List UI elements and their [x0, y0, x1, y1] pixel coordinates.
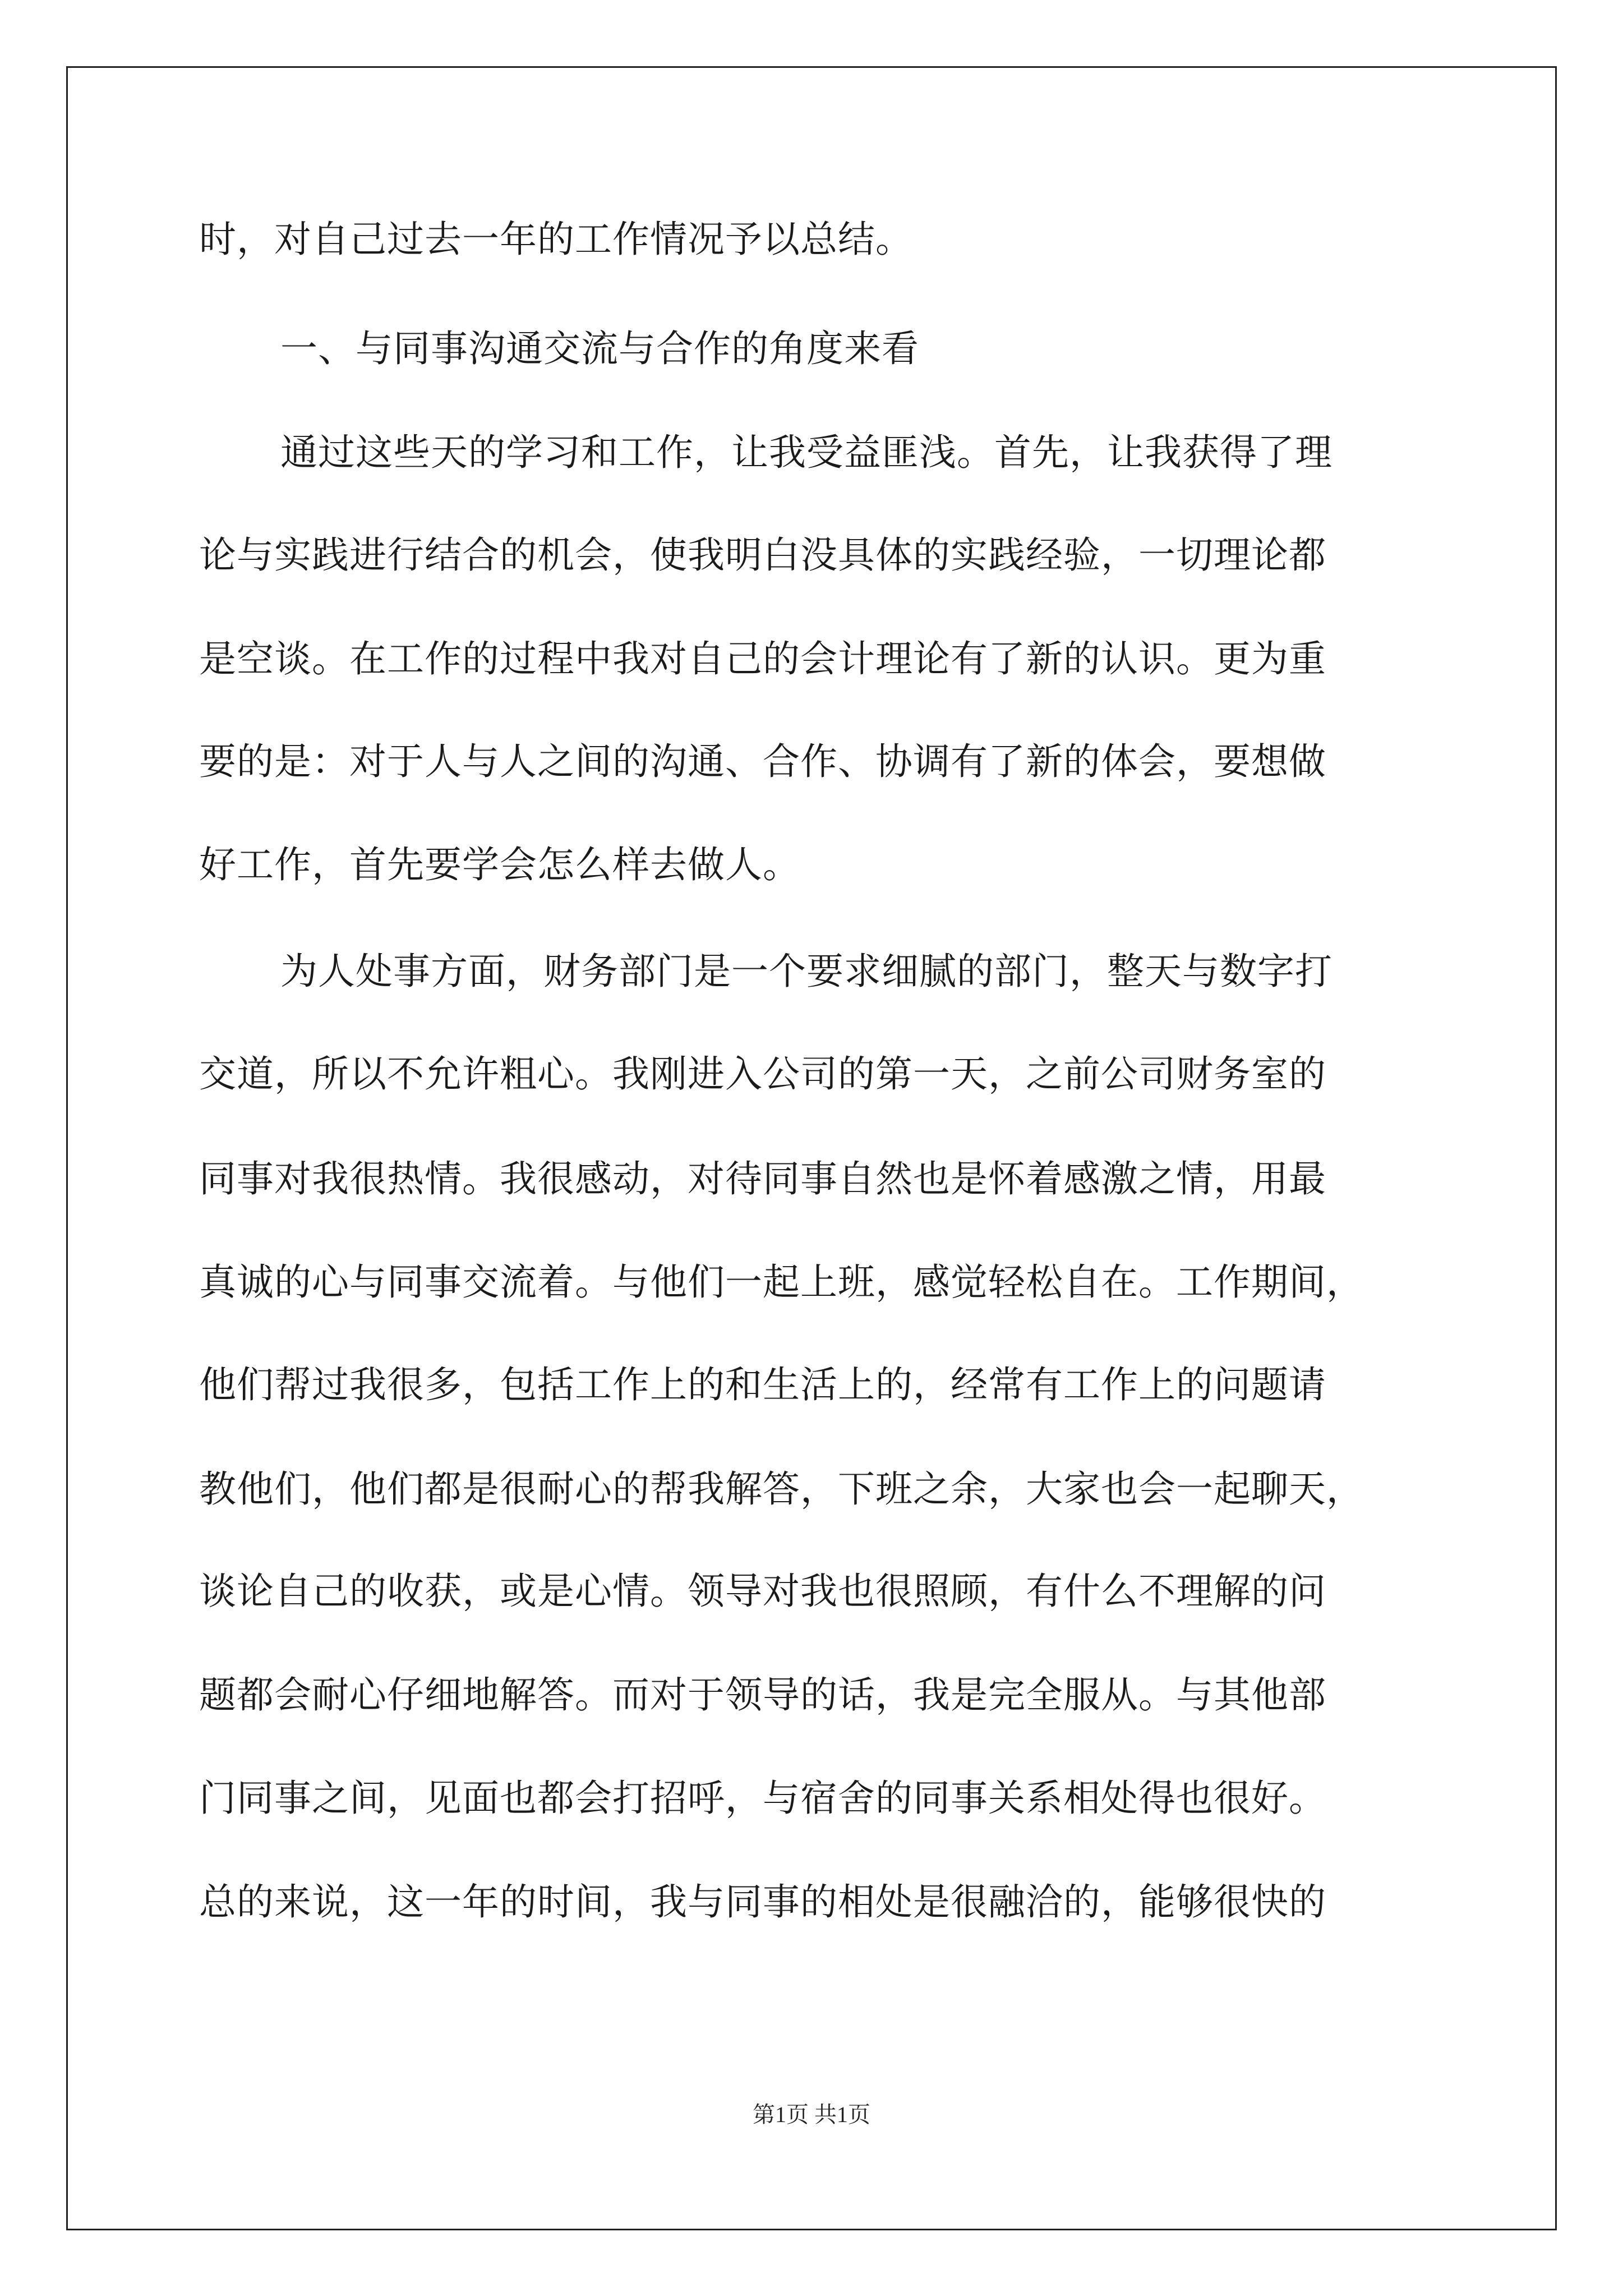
text-line: 时，对自己过去一年的工作情况予以总结。 [199, 218, 913, 261]
text-line: 同事对我很热情。我很感动，对待同事自然也是怀着感激之情，用最 [199, 1157, 1326, 1200]
text-line: 他们帮过我很多，包括工作上的和生活上的，经常有工作上的问题请 [199, 1363, 1326, 1406]
text-line: 交道，所以不允许粗心。我刚进入公司的第一天，之前公司财务室的 [199, 1052, 1326, 1096]
text-line: 门同事之间，见面也都会打招呼，与宿舍的同事关系相处得也很好。 [199, 1777, 1326, 1820]
text-line: 谈论自己的收获，或是心情。领导对我也很照顾，有什么不理解的问 [199, 1570, 1326, 1613]
text-line: 是空谈。在工作的过程中我对自己的会计理论有了新的认识。更为重 [199, 637, 1326, 680]
text-line: 为人处事方面，财务部门是一个要求细腻的部门，整天与数字打 [280, 950, 1332, 993]
text-line: 论与实践进行结合的机会，使我明白没具体的实践经验，一切理论都 [199, 533, 1326, 577]
text-line: 通过这些天的学习和工作，让我受益匪浅。首先，让我获得了理 [280, 431, 1332, 474]
text-line: 真诚的心与同事交流着。与他们一起上班，感觉轻松自在。工作期间， [199, 1260, 1364, 1304]
text-line: 教他们，他们都是很耐心的帮我解答，下班之余，大家也会一起聊天， [199, 1467, 1364, 1511]
text-line: 题都会耐心仔细地解答。而对于领导的话，我是完全服从。与其他部 [199, 1673, 1326, 1717]
text-line: 要的是：对于人与人之间的沟通、合作、协调有了新的体会，要想做 [199, 740, 1326, 783]
section-heading: 一、与同事沟通交流与合作的角度来看 [280, 327, 919, 370]
page-number-footer: 第1页 共1页 [753, 2102, 870, 2127]
text-line: 好工作，首先要学会怎么样去做人。 [199, 843, 800, 886]
text-line: 总的来说，这一年的时间，我与同事的相处是很融洽的，能够很快的 [199, 1880, 1326, 1924]
